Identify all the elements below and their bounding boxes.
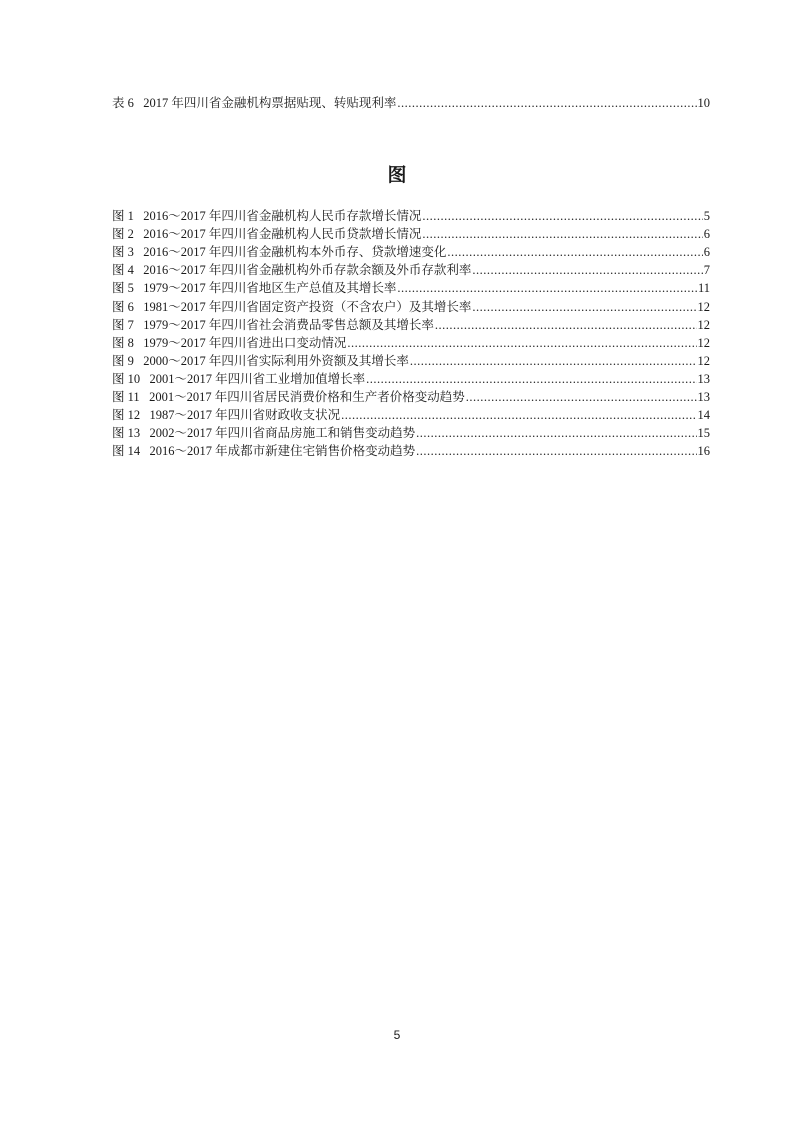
toc-number: 6 <box>127 96 134 110</box>
toc-number: 2 <box>127 227 134 242</box>
toc-entry-label <box>112 371 150 387</box>
toc-leader-dots <box>416 443 696 459</box>
toc-entry-label <box>112 208 143 224</box>
page-number: 5 <box>393 1028 401 1042</box>
toc-leader-dots <box>472 262 702 278</box>
toc-entry-label <box>112 407 150 423</box>
toc-number: 14 <box>127 444 141 459</box>
toc-page-number: 11 <box>697 281 710 296</box>
toc-page-number: 6 <box>703 227 710 242</box>
toc-page-number: 13 <box>697 371 710 386</box>
toc-title: 2016～2017 年四川省金融机构外币存款余额及外币存款利率 <box>143 263 472 278</box>
toc-entry-label <box>112 262 143 278</box>
toc-entry-label <box>112 317 143 333</box>
toc-leader-dots <box>397 280 697 296</box>
toc-entry-figure-6[interactable] <box>112 299 710 315</box>
toc-number: 13 <box>127 426 141 441</box>
toc-number: 11 <box>127 390 140 404</box>
toc-number: 9 <box>127 353 134 368</box>
toc-prefix: 图 <box>112 335 125 350</box>
toc-leader-dots <box>466 389 697 405</box>
toc-number: 5 <box>127 281 134 296</box>
toc-leader-dots <box>341 407 696 423</box>
toc-leader-dots <box>435 317 697 333</box>
toc-title: 2016～2017 年成都市新建住宅销售价格变动趋势 <box>149 444 416 459</box>
toc-leader-dots <box>347 335 696 351</box>
toc-page-number: 12 <box>697 353 710 368</box>
toc-entry-figure-10[interactable] <box>112 371 710 387</box>
toc-title: 2016～2017 年四川省金融机构人民币存款增长情况 <box>143 209 422 223</box>
toc-entry-figure-2[interactable] <box>112 226 710 242</box>
toc-number: 8 <box>127 335 134 350</box>
toc-leader-dots <box>472 299 696 315</box>
toc-prefix: 表 <box>112 96 125 110</box>
toc-entry-label <box>112 226 143 242</box>
toc-entry-table-6[interactable] <box>112 95 710 111</box>
toc-title: 2017 年四川省金融机构票据贴现、转贴现利率 <box>143 96 397 110</box>
toc-prefix: 图 <box>112 426 125 441</box>
toc-entry-figure-14[interactable] <box>112 443 710 459</box>
toc-entry-label <box>112 280 143 296</box>
toc-number: 4 <box>127 263 134 278</box>
toc-prefix: 图 <box>112 299 125 314</box>
toc-title: 2016～2017 年四川省金融机构本外币存、贷款增速变化 <box>143 245 447 260</box>
toc-entry-figure-4[interactable] <box>112 262 710 278</box>
toc-page-number: 5 <box>703 209 710 223</box>
toc-page-number: 12 <box>697 317 710 332</box>
toc-entry-figure-3[interactable] <box>112 244 710 260</box>
toc-page-number: 13 <box>697 390 710 404</box>
toc-entry-label <box>112 95 143 111</box>
toc-entry-label <box>112 299 143 315</box>
toc-page-number: 12 <box>697 335 710 350</box>
toc-page-number: 6 <box>703 245 710 260</box>
toc-leader-dots <box>366 371 696 387</box>
toc-page-number: 16 <box>697 444 710 459</box>
toc-entry-figure-8[interactable] <box>112 335 710 351</box>
toc-entry-label <box>112 443 150 459</box>
toc-page-number: 15 <box>697 426 710 441</box>
toc-leader-dots <box>410 353 697 369</box>
toc-title: 1987～2017 年四川省财政收支状况 <box>149 408 341 423</box>
toc-prefix: 图 <box>112 245 125 260</box>
toc-leader-dots <box>447 244 702 260</box>
toc-number: 12 <box>127 408 141 423</box>
toc-title: 2000～2017 年四川省实际利用外资额及其增长率 <box>143 353 409 368</box>
figures-section-heading: 图 <box>387 164 407 186</box>
toc-title: 1979～2017 年四川省进出口变动情况 <box>143 335 347 350</box>
toc-prefix: 图 <box>112 263 125 278</box>
toc-page-number: 10 <box>697 96 710 110</box>
toc-leader-dots <box>397 95 696 111</box>
toc-leader-dots <box>416 425 696 441</box>
toc-entry-figure-12[interactable] <box>112 407 710 423</box>
toc-leader-dots <box>422 208 702 224</box>
toc-entry-label <box>112 425 150 441</box>
toc-title: 1979～2017 年四川省社会消费品零售总额及其增长率 <box>143 317 434 332</box>
toc-entry-figure-11[interactable] <box>112 389 710 405</box>
toc-title: 2001～2017 年四川省工业增加值增长率 <box>149 371 366 386</box>
toc-title: 1981～2017 年四川省固定资产投资（不含农户）及其增长率 <box>143 299 472 314</box>
toc-prefix: 图 <box>112 317 125 332</box>
toc-page-number: 7 <box>703 263 710 278</box>
toc-entry-label <box>112 389 149 405</box>
toc-entry-figure-7[interactable] <box>112 317 710 333</box>
toc-prefix: 图 <box>112 353 125 368</box>
toc-entry-label <box>112 335 143 351</box>
toc-prefix: 图 <box>112 227 125 242</box>
toc-title: 1979～2017 年四川省地区生产总值及其增长率 <box>143 281 397 296</box>
toc-page-number: 14 <box>697 408 710 423</box>
toc-prefix: 图 <box>112 209 125 223</box>
toc-title: 2001～2017 年四川省居民消费价格和生产者价格变动趋势 <box>149 390 465 404</box>
toc-number: 3 <box>127 245 134 260</box>
toc-entry-figure-13[interactable] <box>112 425 710 441</box>
toc-entry-figure-9[interactable] <box>112 353 710 369</box>
toc-number: 7 <box>127 317 134 332</box>
toc-number: 6 <box>127 299 134 314</box>
toc-prefix: 图 <box>112 390 125 404</box>
toc-title: 2002～2017 年四川省商品房施工和销售变动趋势 <box>149 426 416 441</box>
toc-prefix: 图 <box>112 444 125 459</box>
toc-title: 2016～2017 年四川省金融机构人民币贷款增长情况 <box>143 227 422 242</box>
toc-entry-figure-5[interactable] <box>112 280 710 296</box>
toc-entry-figure-1[interactable] <box>112 208 710 224</box>
toc-page-number: 12 <box>697 299 710 314</box>
toc-leader-dots <box>422 226 702 242</box>
toc-prefix: 图 <box>112 281 125 296</box>
toc-prefix: 图 <box>112 408 125 423</box>
toc-entry-label <box>112 353 143 369</box>
toc-number: 1 <box>127 209 134 223</box>
toc-number: 10 <box>127 371 141 386</box>
toc-entry-label <box>112 244 143 260</box>
toc-prefix: 图 <box>112 371 125 386</box>
